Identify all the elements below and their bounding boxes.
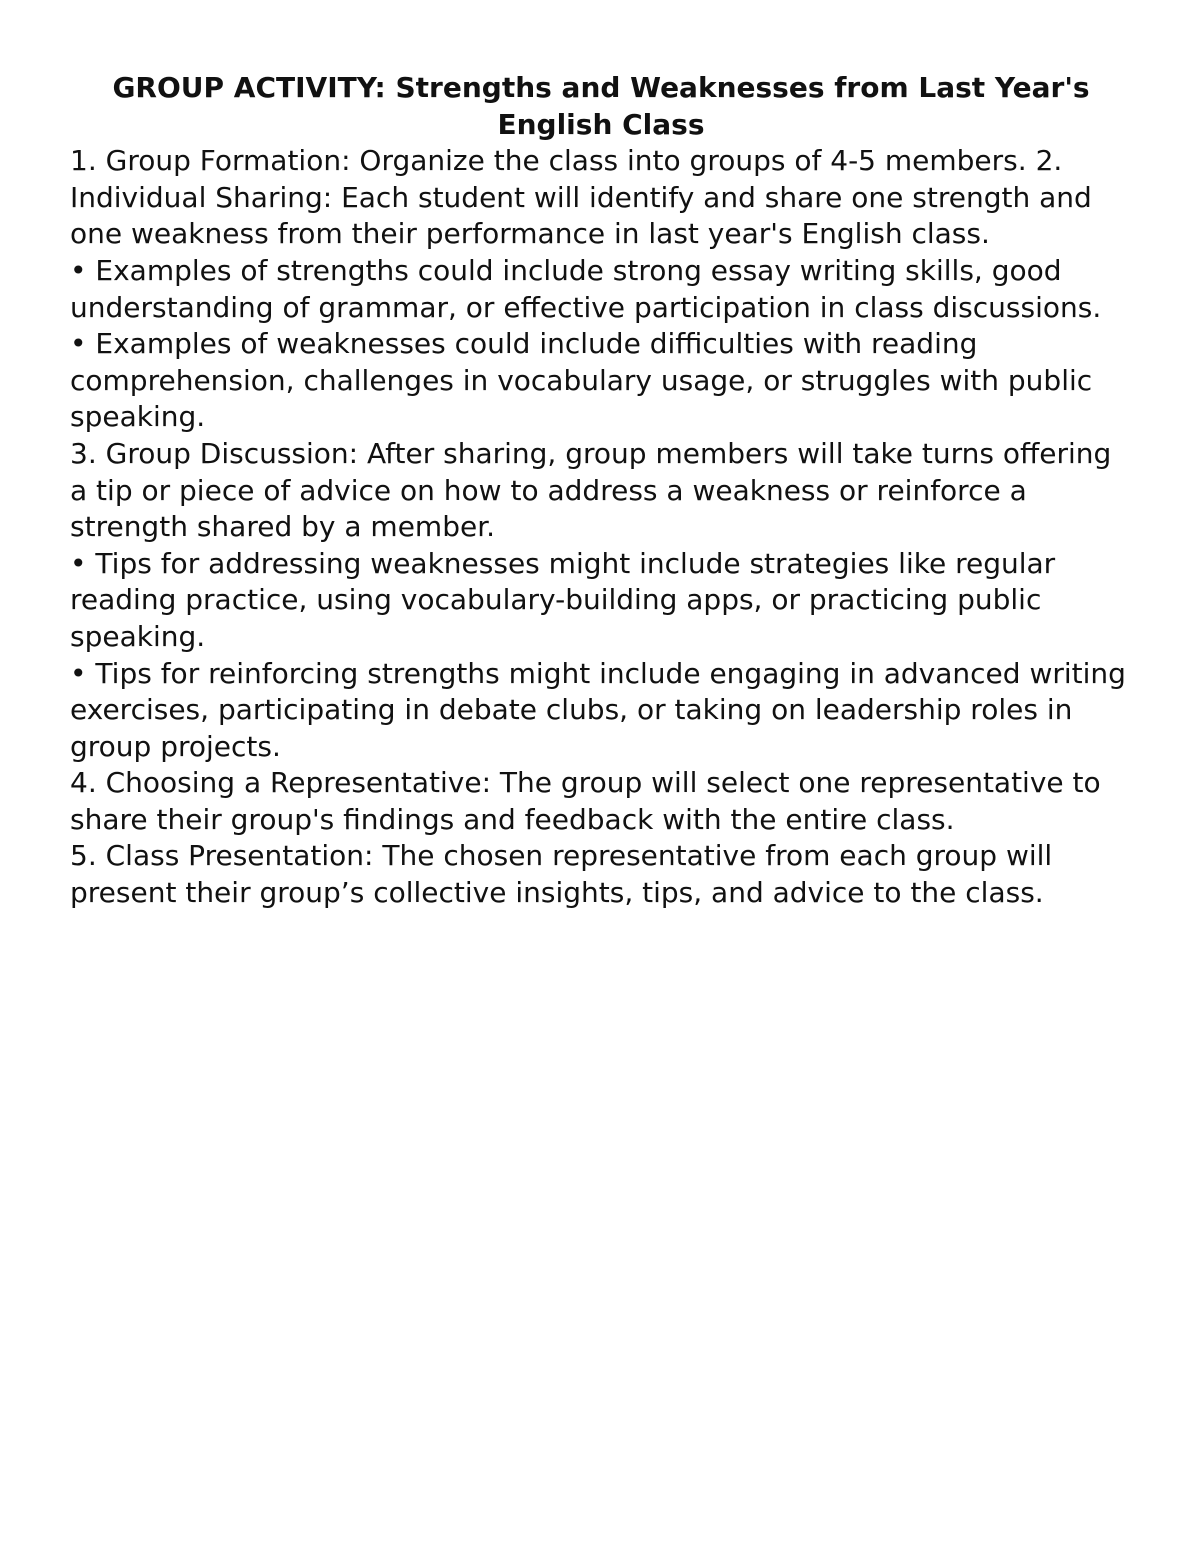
paragraph-group-formation: 1. Group Formation: Organize the class into groups of 4-5 members. 2. Individual Sharing: Each student will identify and share one strength and one weakness from their performance in last year's English class. bbox=[70, 144, 1092, 251]
document-title: GROUP ACTIVITY: Strengths and Weaknesses from Last Year's English Class bbox=[112, 71, 1090, 141]
paragraph-strength-tips: • Tips for reinforcing strengths might include engaging in advanced writing exercises, participating in debate clubs, or taking on leadership roles in group projects. bbox=[70, 656, 1126, 763]
paragraph-group-discussion: 3. Group Discussion: After sharing, group members will take turns offering a tip or piece of advice on how to address a weakness or reinforce a strength shared by a member. bbox=[70, 436, 1112, 544]
paragraph-weakness-examples: • Examples of weaknesses could include difficulties with reading comprehension, challenges in vocabulary usage, or struggles with public speaking. bbox=[70, 327, 1093, 434]
paragraph-weakness-tips: • Tips for addressing weaknesses might include strategies like regular reading practice, using vocabulary-building apps, or practicing public speaking. bbox=[70, 546, 1056, 653]
paragraph-representative: 4. Choosing a Representative: The group will select one representative to share their group's findings and feedback with the entire class. bbox=[70, 766, 1101, 836]
paragraph-class-presentation: 5. Class Presentation: The chosen representative from each group will present their group’s collective insights, tips, and advice to the class. bbox=[70, 839, 1053, 910]
document-page bbox=[70, 70, 1132, 912]
paragraph-strength-examples: • Examples of strengths could include strong essay writing skills, good understanding of grammar, or effective participation in class discussions. bbox=[70, 253, 1102, 324]
